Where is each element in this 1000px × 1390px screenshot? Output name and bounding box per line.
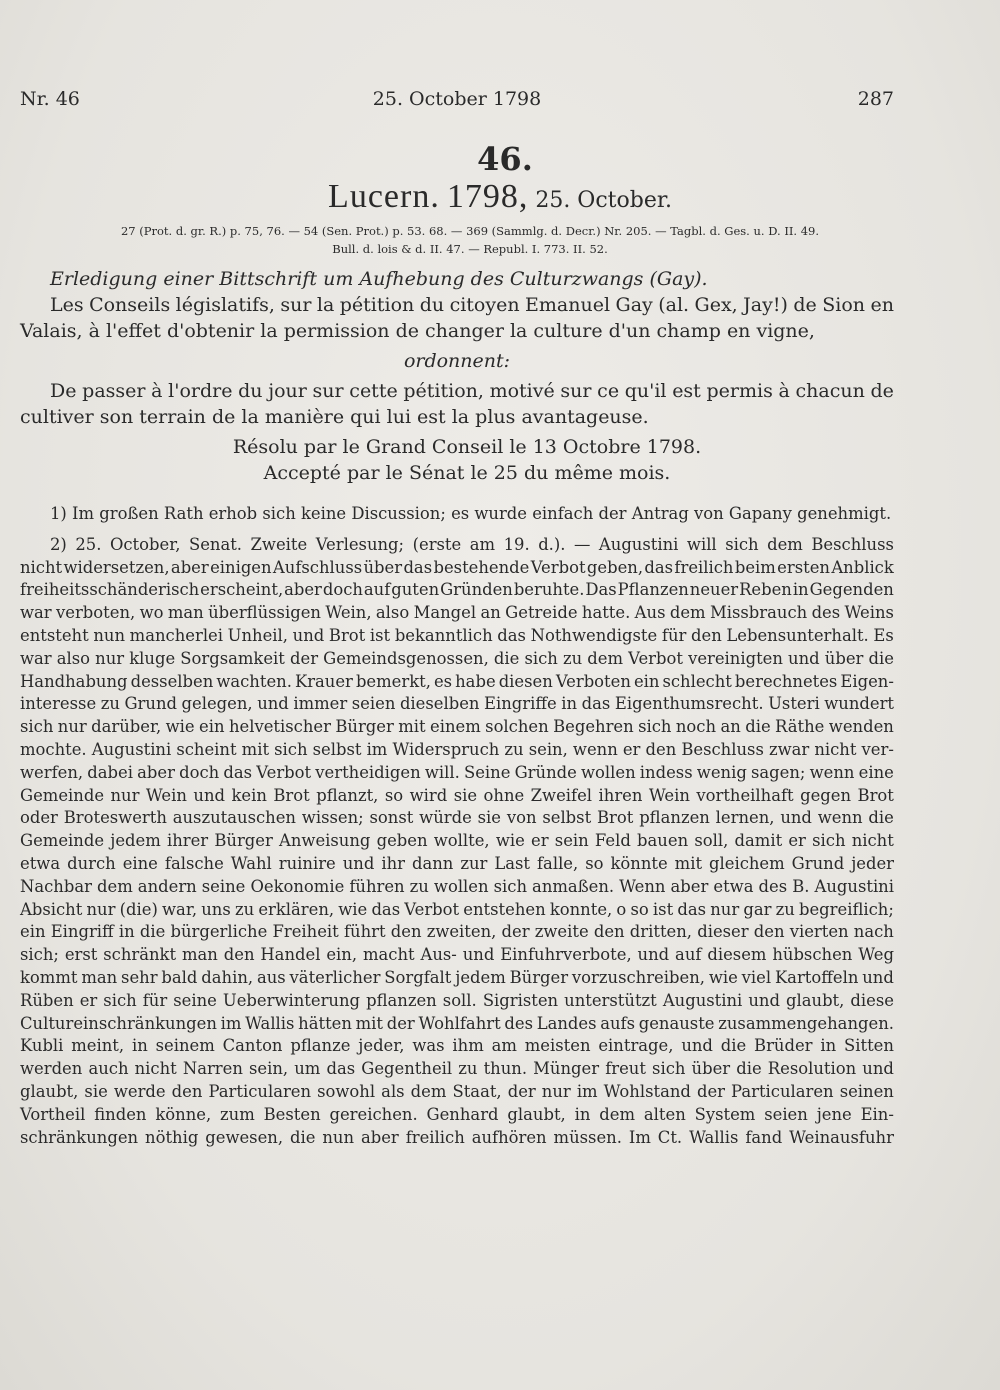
footnote-line: schränkungen nöthig gewesen, die nun aber freilich aufhören müssen. Im Ct. Wallis fand Weinausfuhr (20, 1127, 894, 1147)
footnote-line: nicht widersetzen, aber einigen Aufschluss über das bestehende Verbot geben, das freilich beim ersten Anblick (20, 557, 894, 577)
footnote-line: entsteht nun mancherlei Unheil, und Brot ist bekanntlich das Nothwendigste für den Lebensunterhalt. Es (20, 625, 894, 645)
footnote-line: Gemeinde nur Wein und kein Brot pflanzt, so wird sie ohne Zweifel ihren Wein vortheilhaft gegen Brot (20, 785, 894, 805)
footnote-line: sich nur darüber, wie ein helvetischer Bürger mit einem solchen Begehren sich noch an die Räthe wenden (20, 717, 894, 737)
decree-line: Les Conseils législatifs, sur la pétition du citoyen Emanuel Gay (al. Gex, Jay!) de Sion en (50, 294, 894, 316)
references (70, 222, 870, 258)
footnote-line: kommt man sehr bald dahin, aus väterlicher Sorgfalt jedem Bürger vorzuschreiben, wie viel Kartoffeln und (20, 967, 894, 987)
heading-date: 25. October. (535, 188, 672, 213)
heading-place: Lucern. (328, 178, 440, 215)
footnote-line: Vortheil finden könne, zum Besten gereichen. Genhard glaubt, in dem alten System seien jene Ein- (20, 1104, 894, 1124)
footnote-line: 2) 25. October, Senat. Zweite Verlesung; (erste am 19. d.). — Augustini will sich dem Beschluss (50, 534, 894, 554)
footnote-line: ein Eingriff in die bürgerliche Freiheit führt den zweiten, der zweite den dritten, dieser den vierten nach (20, 922, 894, 942)
running-header (20, 88, 894, 116)
document-heading (0, 178, 1000, 216)
footnote-line: war verboten, wo man überflüssigen Wein, also Mangel an Getreide hatte. Aus dem Missbrauch des Weins (20, 603, 894, 623)
page-number: 287 (857, 88, 894, 110)
accepte-line: Accepté par le Sénat le 25 du même mois. (263, 462, 671, 484)
footnote-line: Absicht nur (die) war, uns zu erklären, wie das Verbot entstehen konnte, o so ist das nur gar zu begreiflich; (20, 899, 894, 919)
header-number: Nr. 46 (20, 88, 80, 110)
reference-line: Bull. d. lois & d. II. 47. — Republ. I. 773. II. 52. (332, 242, 608, 256)
footnote-line: glaubt, sie werde den Particularen sowohl als dem Staat, der nur im Wohlstand der Particularen seinen (20, 1081, 894, 1101)
footnote-line: werden auch nicht Narren sein, um das Gegentheil zu thun. Münger freut sich über die Resolution und (20, 1059, 894, 1079)
footnote-line: 1) Im großen Rath erhob sich keine Discussion; es wurde einfach der Antrag von Gapany genehmigt. (50, 504, 892, 523)
resolu-line: Résolu par le Grand Conseil le 13 Octobre 1798. (232, 436, 702, 458)
footnote-line: Nachbar dem andern seine Oekonomie führen zu wollen sich anmaßen. Wenn aber etwa des B. Augustini (20, 876, 894, 896)
reference-line: 27 (Prot. d. gr. R.) p. 75, 76. — 54 (Sen. Prot.) p. 53. 68. — 369 (Sammlg. d. Decr.) Nr. 205. — Tagbl. d. Ges. u. D. II. 49. (120, 224, 820, 238)
footnote-line: Kubli meint, in seinem Canton pflanze jeder, was ihm am meisten eintrage, und die Brüder in Sitten (20, 1036, 894, 1056)
footnote-line: etwa durch eine falsche Wahl ruinire und ihr dann zur Last falle, so könnte mit gleichem Grund jeder (20, 853, 894, 873)
footnotes (20, 503, 894, 1149)
footnote-line: war also nur kluge Sorgsamkeit der Gemeindsgenossen, die sich zu dem Verbot vereinigten und über die (20, 648, 894, 668)
decree-line: De passer à l'ordre du jour sur cette pétition, motivé sur ce qu'il est permis à chacun de (50, 380, 894, 402)
document-number: 46. (477, 140, 533, 178)
footnote-line: mochte. Augustini scheint mit sich selbst im Widerspruch zu sein, wenn er den Beschluss zwar nicht ver- (20, 739, 894, 759)
header-date: 25. October 1798 (372, 88, 542, 110)
decree-body (20, 266, 894, 486)
footnote-line: Gemeinde jedem ihrer Bürger Anweisung geben wollte, wie er sein Feld bauen soll, damit er sich nicht (20, 831, 894, 851)
ordonnent: ordonnent: (403, 350, 511, 372)
subject-text: Erledigung einer Bittschrift um Aufhebung des Culturzwangs (Gay). (50, 268, 708, 290)
footnote-line: Handhabung desselben wachten. Krauer bemerkt, es habe diesen Verboten ein schlecht berechnetes Eigen- (20, 671, 894, 691)
footnote-line: interesse zu Grund gelegen, und immer seien dieselben Eingriffe in das Eigenthumsrecht. Usteri wundert (20, 694, 894, 714)
footnote-line: oder Broteswerth auszutauschen wissen; sonst würde sie von selbst Brot pflanzen lernen, und wenn die (20, 808, 894, 828)
footnote-line: werfen, dabei aber doch das Verbot vertheidigen will. Seine Gründe wollen indess wenig sagen; wenn eine (20, 762, 894, 782)
footnote-line: Rüben er sich für seine Ueberwinterung pflanzen soll. Sigristen unterstützt Augustini und glaubt, diese (20, 990, 894, 1010)
subject-line (20, 266, 894, 292)
footnote-line: Cultureinschränkungen im Wallis hätten mit der Wohlfahrt des Landes aufs genauste zusammengehangen. (20, 1013, 894, 1033)
footnote-line: freiheitsschänderisch erscheint, aber doch auf guten Gründen beruhte. Das Pflanzen neuer Reben in Gegenden (20, 580, 894, 600)
footnote-line: sich; erst schränkt man den Handel ein, macht Aus- und Einfuhrverbote, und auf diesem hübschen Weg (20, 945, 894, 965)
decree-line: cultiver son terrain de la manière qui lui est la plus avantageuse. (20, 406, 649, 428)
decree-line: Valais, à l'effet d'obtenir la permission de changer la culture d'un champ en vigne, (20, 320, 815, 342)
heading-year: 1798, (446, 178, 529, 215)
